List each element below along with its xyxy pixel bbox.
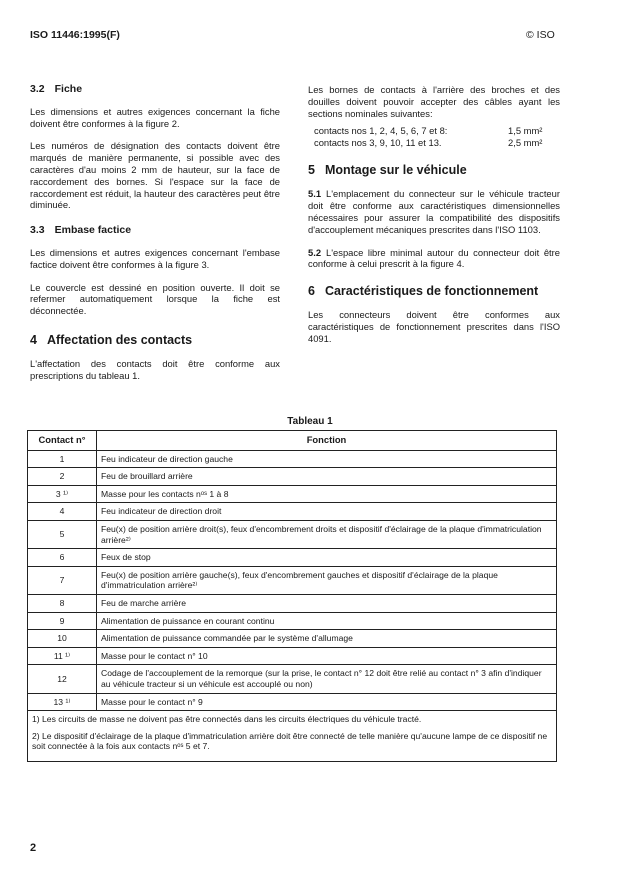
table-row (28, 450, 557, 468)
table-row (28, 693, 557, 711)
contact-number-cell: 12 (28, 665, 97, 693)
header-copyright: © ISO (526, 29, 555, 41)
section-5-heading: 5 Montage sur le véhicule (308, 163, 467, 178)
function-cell: Feu de brouillard arrière (97, 468, 557, 486)
table-row (28, 468, 557, 486)
contact-number-cell: 5 (28, 520, 97, 548)
table-row (28, 566, 557, 594)
section-3-2-para-1: Les dimensions et autres exigences concernant la fiche doivent être conformes à la figure 2. (30, 105, 280, 129)
section-4-para-1: L'affectation des contacts doit être conforme aux prescriptions du tableau 1. (30, 357, 280, 381)
table-note-2: 2) Le dispositif d'éclairage de la plaque d'immatriculation arrière doit être connecté de telle manière qu'aucune lampe de ce dispositif ne soit connectée à la fois aux contacts nᵒˢ 5 et 7. (32, 730, 548, 752)
function-cell: Alimentation de puissance en courant continu (97, 612, 557, 630)
table-notes (28, 711, 557, 762)
function-cell: Masse pour le contact n° 9 (97, 693, 557, 711)
table-note-1: 1) Les circuits de masse ne doivent pas être connectés dans les circuits électriques du véhicule tracté. (32, 714, 422, 725)
section-5-2-para: 5.2 L'espace libre minimal autour du connecteur doit être conforme à celui prescrit à la figure 4. (308, 246, 560, 270)
contact-number-cell: 10 (28, 630, 97, 648)
header-standard-number: ISO 11446:1995(F) (30, 29, 120, 41)
section-6-heading: 6 Caractéristiques de fonctionnement (308, 284, 539, 299)
cable-sections-intro: Les bornes de contacts à l'arrière des broches et des douilles doivent pouvoir accepter des câbles ayant les sections nominales suivantes: (308, 84, 560, 119)
contact-number-cell: 11 ¹⁾ (28, 647, 97, 665)
page-number: 2 (30, 842, 37, 854)
section-3-2-heading: 3.2 Fiche (30, 83, 83, 95)
function-cell: Alimentation de puissance commandée par le système d'allumage (97, 630, 557, 648)
contact-number-cell: 8 (28, 594, 97, 612)
function-cell: Feu de marche arrière (97, 594, 557, 612)
table-row (28, 549, 557, 567)
table-header-contact: Contact n° (28, 431, 97, 451)
function-cell: Feu(x) de position arrière gauche(s), feux d'encombrement gauches et dispositif d'éclairage de la plaque d'immatriculation arrière²⁾ (97, 566, 557, 594)
contact-number-cell: 4 (28, 503, 97, 521)
table-title: Tableau 1 (287, 416, 333, 427)
table-row (28, 503, 557, 521)
cable-section-row: contacts nos 3, 9, 10, 11 et 13. 2,5 mm² (314, 137, 543, 149)
section-3-3-para-2: Le couvercle est dessiné en position ouverte. Il doit se refermer automatiquement lorsque la fiche est déconnectée. (30, 281, 280, 317)
function-cell: Feux de stop (97, 549, 557, 567)
section-5-1-para: 5.1 L'emplacement du connecteur sur le véhicule tracteur doit être conforme aux caractéristiques dimensionnelles nécessaires pour assurer la compatibilité des dispositifs d'accouplement mécaniques prescrites dans l'ISO 1103. (308, 188, 560, 235)
contact-number-cell: 3 ¹⁾ (28, 485, 97, 503)
contact-number-cell: 1 (28, 450, 97, 468)
function-cell: Masse pour les contacts nᵒˢ 1 à 8 (97, 485, 557, 503)
table-header-function: Fonction (97, 431, 557, 451)
table-row (28, 647, 557, 665)
table-row (28, 630, 557, 648)
contact-number-cell: 2 (28, 468, 97, 486)
contacts-table (27, 430, 557, 762)
table-row (28, 485, 557, 503)
table-row (28, 665, 557, 693)
section-3-3-heading: 3.3 Embase factice (30, 224, 132, 237)
contact-number-cell: 9 (28, 612, 97, 630)
function-cell: Feu indicateur de direction droit (97, 503, 557, 521)
right-column (308, 84, 560, 356)
section-6-para-1: Les connecteurs doivent être conformes aux caractéristiques de fonctionnement prescrites dans l'ISO 4091. (308, 309, 560, 344)
function-cell: Feu indicateur de direction gauche (97, 450, 557, 468)
section-3-2-para-2: Les numéros de désignation des contacts doivent être marqués de manière permanente, si possible avec des caractères d'au moins 2 mm de hauteur, sur la face de raccordement des bornes. Si l'espace sur la face de raccordement est réduit, la hauteur des caractères peut être diminuée. (30, 140, 280, 211)
table-row (28, 520, 557, 548)
section-4-heading: 4 Affectation des contacts (30, 332, 193, 347)
cable-sections-list (308, 125, 560, 149)
section-3-3-para-1: Les dimensions et autres exigences concernant l'embase factice doivent être conformes à la figure 3. (30, 246, 280, 270)
function-cell: Feu(x) de position arrière droit(s), feux d'encombrement droits et dispositif d'éclairage de la plaque d'immatriculation arrière²⁾ (97, 520, 557, 548)
table-row (28, 594, 557, 612)
left-column (30, 84, 280, 393)
contact-number-cell: 6 (28, 549, 97, 567)
function-cell: Codage de l'accouplement de la remorque (sur la prise, le contact n° 12 doit être relié au contact n° 3 afin d'indiquer au véhicule tracteur si un véhicule est accouplé ou non) (97, 665, 557, 693)
contact-number-cell: 7 (28, 566, 97, 594)
contact-number-cell: 13 ¹⁾ (28, 693, 97, 711)
table-row (28, 612, 557, 630)
function-cell: Masse pour le contact n° 10 (97, 647, 557, 665)
cable-section-row: contacts nos 1, 2, 4, 5, 6, 7 et 8: 1,5 mm² (314, 125, 543, 137)
